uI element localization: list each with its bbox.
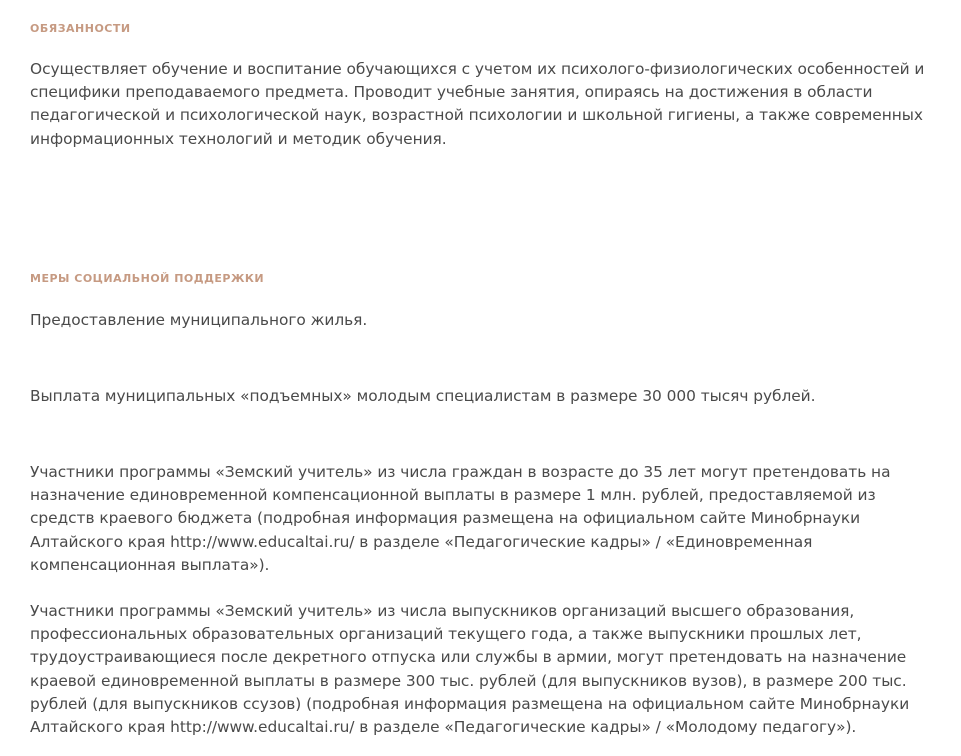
support-item-housing: Предоставление муниципального жилья.: [30, 311, 368, 329]
support-item-relocation-payment: Выплата муниципальных «подъемных» молодым специалистам в размере 30 000 тысяч рублей.: [30, 387, 816, 405]
duties-text: Осуществляет обучение и воспитание обучающихся с учетом их психолого-физиологических особенностей и специфики преподаваемого предмета. Проводит учебные занятия, опираясь на достижения в области педагогической и психологической наук, возрастной психологии и школьной гигиены, а также современных информационных технологий и методик обучения.: [30, 60, 925, 148]
support-item-zemsky-teacher-graduates: Участники программы «Земский учитель» из числа выпускников организаций высшего образования, профессиональных образовательных организаций текущего года, а также выпускники прошлых лет, трудоустраивающиеся после декретного отпуска или службы в армии, могут претендовать на назначение краевой единовременной выплаты в размере 300 тыс. рублей (для выпускников вузов), в размере 200 тыс. рублей (для выпускников ссузов) (подробная информация размещена на официальном сайте Минобрнауки Алтайского края http://www.educaltai.ru/ в разделе «Педагогические кадры» / «Молодому педагогу»).: [30, 602, 910, 737]
support-item-zemsky-teacher-age: Участники программы «Земский учитель» из числа граждан в возрасте до 35 лет могут претендовать на назначение единовременной компенсационной выплаты в размере 1 млн. рублей, предоставляемой из средств краевого бюджета (подробная информация размещена на официальном сайте Минобрнауки Алтайского края http://www.educaltai.ru/ в разделе «Педагогические кадры» / «Единовременная компенсационная выплата»).: [30, 463, 891, 574]
social-support-heading: МЕРЫ СОЦИАЛЬНОЙ ПОДДЕРЖКИ: [30, 272, 265, 285]
duties-heading: ОБЯЗАННОСТИ: [30, 22, 131, 35]
